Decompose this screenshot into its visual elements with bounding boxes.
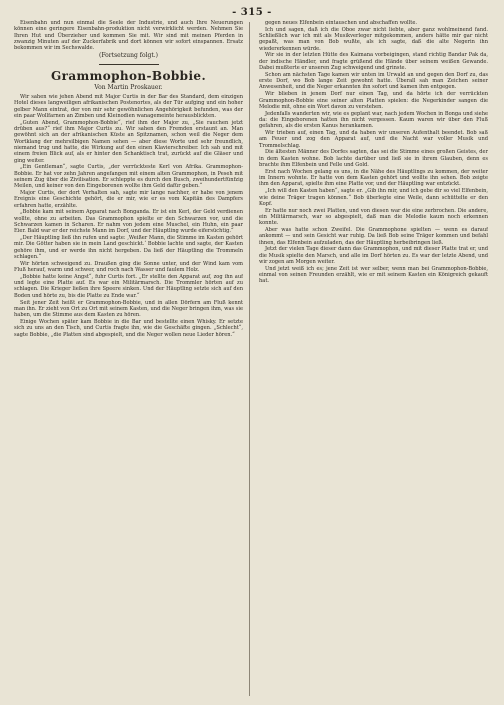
story-paragraph: „Ich will den Kasten haben“, sagte er. „Gib ihn mir, und ich gebe dir so viel Elfenbein, wie deine Träger tragen können.“ Bob überlegte eine Weile, dann schüttelte er den Kopf.	[259, 188, 488, 207]
story-paragraph: Wir hörten schweigend zu. Draußen ging die Sonne unter, und der Wind kam vom Fluß herauf, warm und schwer, und roch nach Wasser und faulem Holz.	[14, 260, 243, 274]
story-paragraph: Und jetzt weiß ich es; jene Zeit ist wer selber, wenn man bei Grammophon-Bobbie, einmal von seinen Freunden erzählt, wie er mit seinem Kasten ein Königreich gekauft hat.	[259, 265, 488, 285]
story-paragraph: Jedenfalls wanderten wir, wie es geplant war, nach jedem Wochen in Bonga und siehe da: die Eingeborenen hatten ihn nicht vergessen. Kaum waren wir über den Fluß gefahren, als die ersten Kanus herankamen.	[259, 110, 488, 130]
page-number: - 315 -	[232, 7, 272, 18]
story-paragraph: „Guten Abend, Grammophon-Bobbie“, rief ihm der Major zu, „Sie rauchen jetzt drüben aus?“ rief ihm Major Curtis zu. Wir sahen den Fremden erstaunt an. Man gewöhnt sich an der afrikanischen Küste an Spitznamen, schon weil die Neger dem Wortklang der mehrsilbigen Namen sehen — aber diese Worte und sehr freundlich, niemand trug und hatte, die Wirkung auf den einen Klavierschreiber. Ich sah und mit einem freien Blick auf, als er hinter den Schanktisch trat, zurückt auf die Gläser und ging weiter.	[14, 119, 243, 164]
story-paragraph: Er hatte nur noch zwei Platten, und von diesen war die eine zerbrochen. Die andere, ein Militärmarsch, war so abgespielt, daß man die Melodie kaum noch erkennen konnte.	[259, 207, 488, 227]
story-byline: Von Martin Proskauer.	[94, 83, 163, 91]
story-paragraph: Wir blieben in jenem Dorf nur einen Tag, und da hörte ich der verrückten Grammophon-Bobbie eine seiner alten Platten spielen: die Negerkinder sangen die Melodie mit, ohne ein Wort davon zu verstehen.	[259, 91, 488, 110]
story-paragraph: „Ein Gentleman“, sagte Curtis, „der verrückteste Kerl von Afrika. Grammophon-Bobbie. Er hat vor zehn Jahren angefangen mit einem alten Grammophon, in Peseh mit seinem Zug über die Zivilisation. Er schleppte es durch den Busch, zweihundertfünfzig Meilen, und keiner von den Eingeborenen wollte ihm Geld dafür geben.“	[14, 164, 243, 190]
story-paragraph: Wir trieben auf, einen Tag, und da haben wir unseren Aufenthalt beendet. Bob saß am Feuer und zog den Apparat auf, und die Nacht war voller Musik und Trommelschlag.	[259, 130, 488, 149]
continuation-note: (Fortsetzung folgt.)	[99, 52, 158, 60]
story-paragraph: gegen neues Elfenbein eintauschen und abschaffen wollte.	[265, 20, 417, 26]
story-paragraph: Schon am nächsten Tage kamen wir unten im Urwald an und gegen den Dorf zu, das erste Dorf, wo Bob lange Zeit gewohnt hatte. Überall sah man Zeichen seiner Anwesenheit, und die Neger erkannten ihn sofort und kamen ihm entgegen.	[259, 71, 488, 91]
column-rule	[249, 22, 250, 696]
story-paragraph: Ich und sagen, daß ich die Oboe zwar nicht liebte, aber ganz wohlmeinend fand. Schließlich war ich mit als Musikverleger mitgekommen, anders hätte mir gar nicht gepaßt, was man von Bob wußte, als ich sagte, daß die alte Negerin ihn wiedererkennen würde.	[259, 26, 488, 52]
story-paragraph: Aber was hatte schon Zweifel. Die Grammophone spielten — wenn es darauf ankommt — und sein Gesicht war ruhig. Da ließ Bob seine Träger kommen und befahl ihnen, das Elfenbein aufzuladen, das der Häuptling herbeibringen ließ.	[259, 227, 488, 246]
story-paragraph: Wir sahen wie jehen Abend mit Major Curtis in der Bar des Standard, dem einzigen Hotel dieses langweiligen afrikanischen Postenortes, als der Tür aufging und ein hoher gelber Mann eintrat, der von mir sehr gewöhnlichen Angehörigkeit befunden, was der ein paar Wollfarnen an Zimben und Kleinodien wanagemeinte herausblickten.	[14, 94, 243, 119]
story-paragraph: Seit jener Zeit heißt er Grammophon-Bobbie, und in allen Dörfern am Fluß kennt man ihn. Er zieht von Ort zu Ort mit seinem Kasten, und die Neger bringen ihm, was sie haben, um die Stimme aus dem Kasten zu hören.	[14, 299, 243, 319]
story-paragraph: Major Curtis, der dort Verhalten sah, sagte mir lange nachher, er habe von jenem Ereignis eine Geschichte gehört, die er mir, wie er es vom Kapitän des Dampfers erfahren hatte, erzählte.	[14, 190, 243, 209]
story-paragraph: Einige Wochen später kam Bobbie in die Bar und bestellte einen Whisky. Er setzte sich zu uns an den Tisch, und Curtis fragte ihn, wie die Geschäfte gingen. „Schlecht“, sagte Bobbie, „die Platten sind abgespielt, und die Neger wollen neue Lieder hören.“	[14, 318, 243, 338]
story-paragraph: „Der Häuptling ließ ihn rufen und sagte: ‚Weißer Mann, die Stimme im Kasten gehört mir. Die Götter haben sie in mein Land geschickt.‘ Bobbie lachte und sagte, der Kasten gehöre ihm, und er werde ihn nicht hergeben. Da ließ der Häuptling die Trommeln schlagen.“	[14, 235, 243, 260]
story-paragraph: Wir sie in der letzten Hütte des Kaimana vorbeigingen, stand richtig Bandar Pak da, der indische Händler, und fragte grüßend die Hände über seinem weißen Gewande. Dabei mußterte er unseren Zug schweigend und grinste.	[259, 52, 488, 72]
story-paragraph: Jetzt der vielen Tage dieser dann das Grammophon, und mit dieser Platte trat er, und die Musik spielte den Marsch, und alle im Dorf hörten zu. Es war der letzte Abend, und wir zogen am Morgen weiter.	[259, 246, 488, 265]
section-divider	[99, 64, 159, 65]
story-title: Grammophon-Bobbie.	[50, 68, 207, 83]
story-paragraph: Erst nach Wochen gelang es uns, in die Nähe des Häuptlings zu kommen, der weiter im Innern wohnte. Er hatte von dem Kasten gehört und wollte ihn sehen. Bob zeigte ihm den Apparat, spielte ihm eine Platte vor, und der Häuptling war entzückt.	[259, 168, 488, 188]
story-paragraph: Die ältesten Männer des Dorfes sagten, das sei die Stimme eines großen Geistes, der in dem Kasten wohne. Bob lachte darüber und ließ sie in ihrem Glauben, denn es brachte ihm Elfenbein und Felle und Gold.	[259, 149, 488, 169]
right-column	[259, 20, 488, 698]
left-column	[14, 20, 243, 698]
story-paragraph: „Bobbie hatte keine Angst“, fuhr Curtis fort. „Er stellte den Apparat auf, zog ihn auf und legte eine Platte auf. Es war ein Militärmarsch. Die Trommler hörten auf zu schlagen. Die Krieger ließen ihre Speere sinken. Und der Häuptling setzte sich auf den Boden und hörte zu, bis die Platte zu Ende war.“	[14, 273, 243, 299]
story-paragraph: „Bobbie kam mit seinem Apparat nach Bonganda. Er ist ein Kerl, der Geld verdienen wollte, ohne zu arbeiten. Das Grammophon spielte er den Schwarzen vor, und die Schwarzen kamen in Scharen. Er nahm von jedem eine Muschel, ein Huhn, ein paar Eier. Bald war er der reichste Mann im Dorf, und der Häuptling wurde eifersüchtig.“	[14, 209, 243, 235]
lead-paragraph: Eisenbahn und nun einmal die Seele der Industrie, und auch Ihre Neuerungen können eine geringere Eisenbahn-produktion nicht verwirklicht werden. Nehmen Sie Ihren Hut und Überzieher und kommen Sie mit. Wir sind mit meinen Pferden in zwanzig Minuten auf der Zuckerfabrik und dort können wir sofort einspannen. Ersatz bekommen wir im Sechswalde.	[14, 20, 243, 52]
